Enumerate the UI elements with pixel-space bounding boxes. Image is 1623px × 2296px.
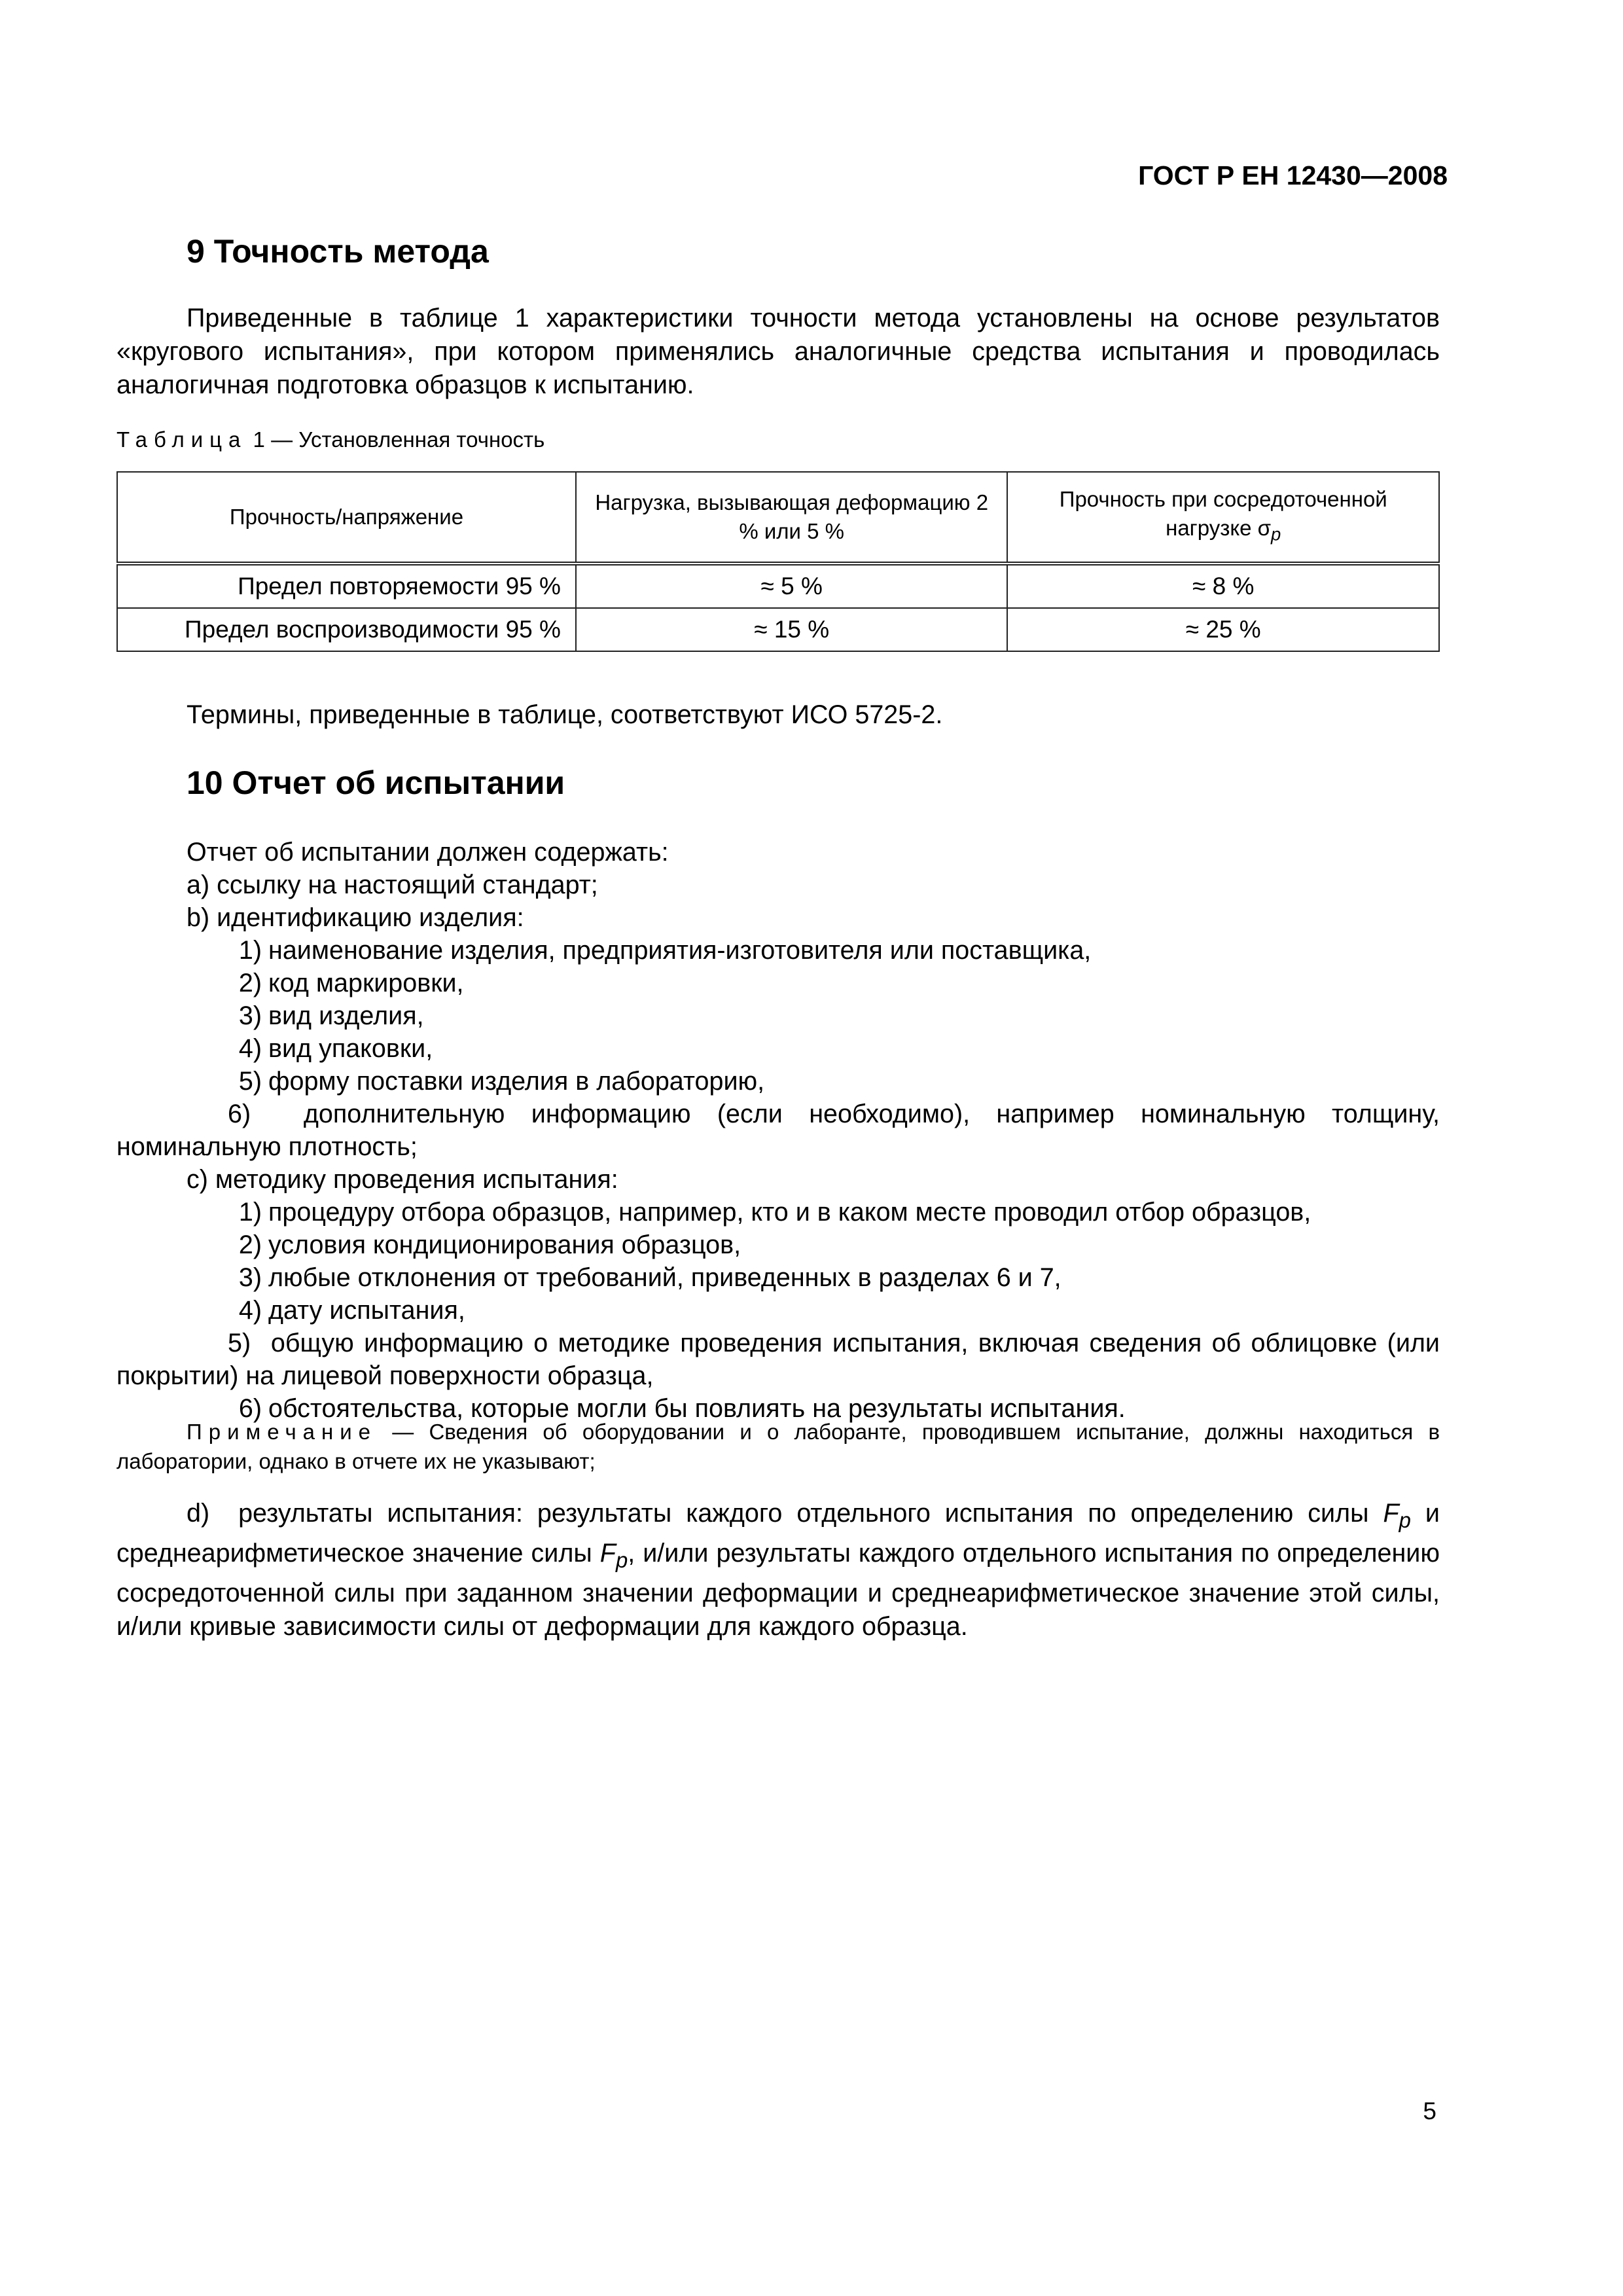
list-intro: Отчет об испытании должен содержать: bbox=[187, 838, 669, 867]
item-d-text-2: и среднеарифметическое значение силы bbox=[116, 1499, 1440, 1568]
table-cell: Предел воспроизводимости 95 % bbox=[117, 608, 576, 651]
list-subitem bbox=[116, 1196, 1440, 1229]
header-text: Прочность при сосредоточенной нагрузке σ bbox=[1059, 487, 1387, 541]
force-subscript-letter: p bbox=[615, 1547, 628, 1572]
subitem-text: процедуру отбора образцов, например, кто и в каком месте проводил отбор образцов, bbox=[268, 1198, 1311, 1227]
subitem-text: вид упаковки, bbox=[268, 1034, 433, 1063]
list-subitem bbox=[116, 1294, 1440, 1327]
list-subitem bbox=[116, 1065, 1440, 1098]
table-row bbox=[117, 608, 1439, 651]
list-marker: a) bbox=[187, 870, 210, 899]
subitem-number: 1) bbox=[238, 936, 262, 965]
force-symbol: F bbox=[1383, 1499, 1399, 1528]
item-d-text-3: , и/или результаты каждого отдельного испытания по определению сосредоточенной силы при заданном значении деформации и среднеарифметическое значение этой силы, и/или кривые зависимости силы от деформации для каждого образца. bbox=[116, 1538, 1440, 1641]
subitem-text: наименование изделия, предприятия-изготовителя или поставщика, bbox=[268, 936, 1092, 965]
list-subitem bbox=[116, 934, 1440, 967]
subitem-number: 1) bbox=[238, 1198, 262, 1227]
section-9-heading: 9 Точность метода bbox=[187, 233, 489, 270]
subitem-text: код маркировки, bbox=[268, 969, 464, 997]
table-row bbox=[117, 564, 1439, 608]
table-caption bbox=[116, 427, 544, 452]
list-marker: b) bbox=[187, 903, 210, 932]
list-subitem bbox=[116, 1261, 1440, 1294]
list-text: идентификацию изделия: bbox=[217, 903, 524, 932]
subitem-number: 4) bbox=[238, 1296, 262, 1325]
list-item-a bbox=[116, 869, 1440, 901]
list-subitem bbox=[116, 1032, 1440, 1065]
subitem-number: 2) bbox=[238, 969, 262, 997]
note-text: — Сведения об оборудовании и о лаборанте, проводившем испытание, должны находиться в лаборатории, однако в отчете их не указывают; bbox=[116, 1420, 1440, 1473]
subitem-number: 4) bbox=[238, 1034, 262, 1063]
force-subscript bbox=[1399, 1508, 1411, 1532]
subitem-number: 6) bbox=[238, 1394, 262, 1423]
list-subitem bbox=[116, 1229, 1440, 1261]
list-item-c bbox=[116, 1163, 1440, 1196]
subitem-text: любые отклонения от требований, приведенных в разделах 6 и 7, bbox=[268, 1263, 1061, 1292]
terms-note: Термины, приведенные в таблице, соответствуют ИСО 5725-2. bbox=[187, 700, 943, 729]
table-cell: ≈ 5 % bbox=[576, 564, 1008, 608]
list-text: ссылку на настоящий стандарт; bbox=[217, 870, 598, 899]
precision-table bbox=[116, 471, 1440, 652]
page-number: 5 bbox=[1423, 2098, 1436, 2125]
list-marker: d) bbox=[187, 1499, 210, 1528]
subitem-text: дату испытания, bbox=[268, 1296, 465, 1325]
table-caption-text: 1 — Установленная точность bbox=[247, 427, 545, 452]
list-text: методику проведения испытания: bbox=[215, 1165, 618, 1194]
list-item-b bbox=[116, 901, 1440, 934]
table-header-cell bbox=[1007, 472, 1439, 564]
list-subitem bbox=[116, 1327, 1440, 1392]
table-cell: ≈ 25 % bbox=[1007, 608, 1439, 651]
subitem-text: условия кондиционирования образцов, bbox=[268, 1230, 741, 1259]
force-subscript bbox=[616, 1548, 628, 1572]
subitem-text: дополнительную информацию (если необходимо), например номинальную толщину, номинальную плотность; bbox=[116, 1100, 1440, 1161]
subitem-number: 3) bbox=[238, 1263, 262, 1292]
subitem-number: 2) bbox=[238, 1230, 262, 1259]
subitem-number: 6) bbox=[228, 1100, 251, 1128]
list-subitem bbox=[116, 1098, 1440, 1163]
table-cell: ≈ 15 % bbox=[576, 608, 1008, 651]
note-paragraph bbox=[116, 1417, 1440, 1476]
table-header-row bbox=[117, 472, 1439, 564]
section-9-paragraph: Приведенные в таблице 1 характеристики точности метода установлены на основе результатов «кругового испытания», при котором применялись аналогичные средства испытания и проводилась аналогичная подготовка образцов к испытанию. bbox=[116, 304, 1440, 399]
sigma-subscript: p bbox=[1271, 524, 1281, 545]
force-symbol: F bbox=[599, 1538, 616, 1568]
list-subitem bbox=[116, 999, 1440, 1032]
list-subitem bbox=[116, 967, 1440, 999]
list-item-d bbox=[116, 1497, 1440, 1643]
list-marker: c) bbox=[187, 1165, 208, 1194]
subitem-text: форму поставки изделия в лабораторию, bbox=[268, 1067, 765, 1096]
table-cell: ≈ 8 % bbox=[1007, 564, 1439, 608]
note-label: Примечание bbox=[187, 1420, 378, 1444]
table-header-cell: Нагрузка, вызывающая деформацию 2 % или 5 % bbox=[576, 472, 1008, 564]
section-10-heading: 10 Отчет об испытании bbox=[187, 764, 565, 801]
subitem-number: 5) bbox=[228, 1329, 251, 1357]
table-header-cell: Прочность/напряжение bbox=[117, 472, 576, 564]
subitem-text: вид изделия, bbox=[268, 1001, 424, 1030]
subitem-text: обстоятельства, которые могли бы повлиять на результаты испытания. bbox=[268, 1394, 1126, 1423]
table-cell: Предел повторяемости 95 % bbox=[117, 564, 576, 608]
document-designation: ГОСТ Р ЕН 12430—2008 bbox=[1138, 160, 1448, 190]
force-subscript-letter: p bbox=[1399, 1507, 1411, 1532]
item-d-text-1: результаты испытания: результаты каждого отдельного испытания по определению силы bbox=[238, 1499, 1383, 1528]
table-caption-label: Таблица bbox=[116, 427, 247, 452]
subitem-text: общую информацию о методике проведения испытания, включая сведения об облицовке (или покрытии) на лицевой поверхности образца, bbox=[116, 1329, 1440, 1390]
subitem-number: 3) bbox=[238, 1001, 262, 1030]
subitem-number: 5) bbox=[238, 1067, 262, 1096]
report-contents-list bbox=[116, 836, 1440, 1425]
